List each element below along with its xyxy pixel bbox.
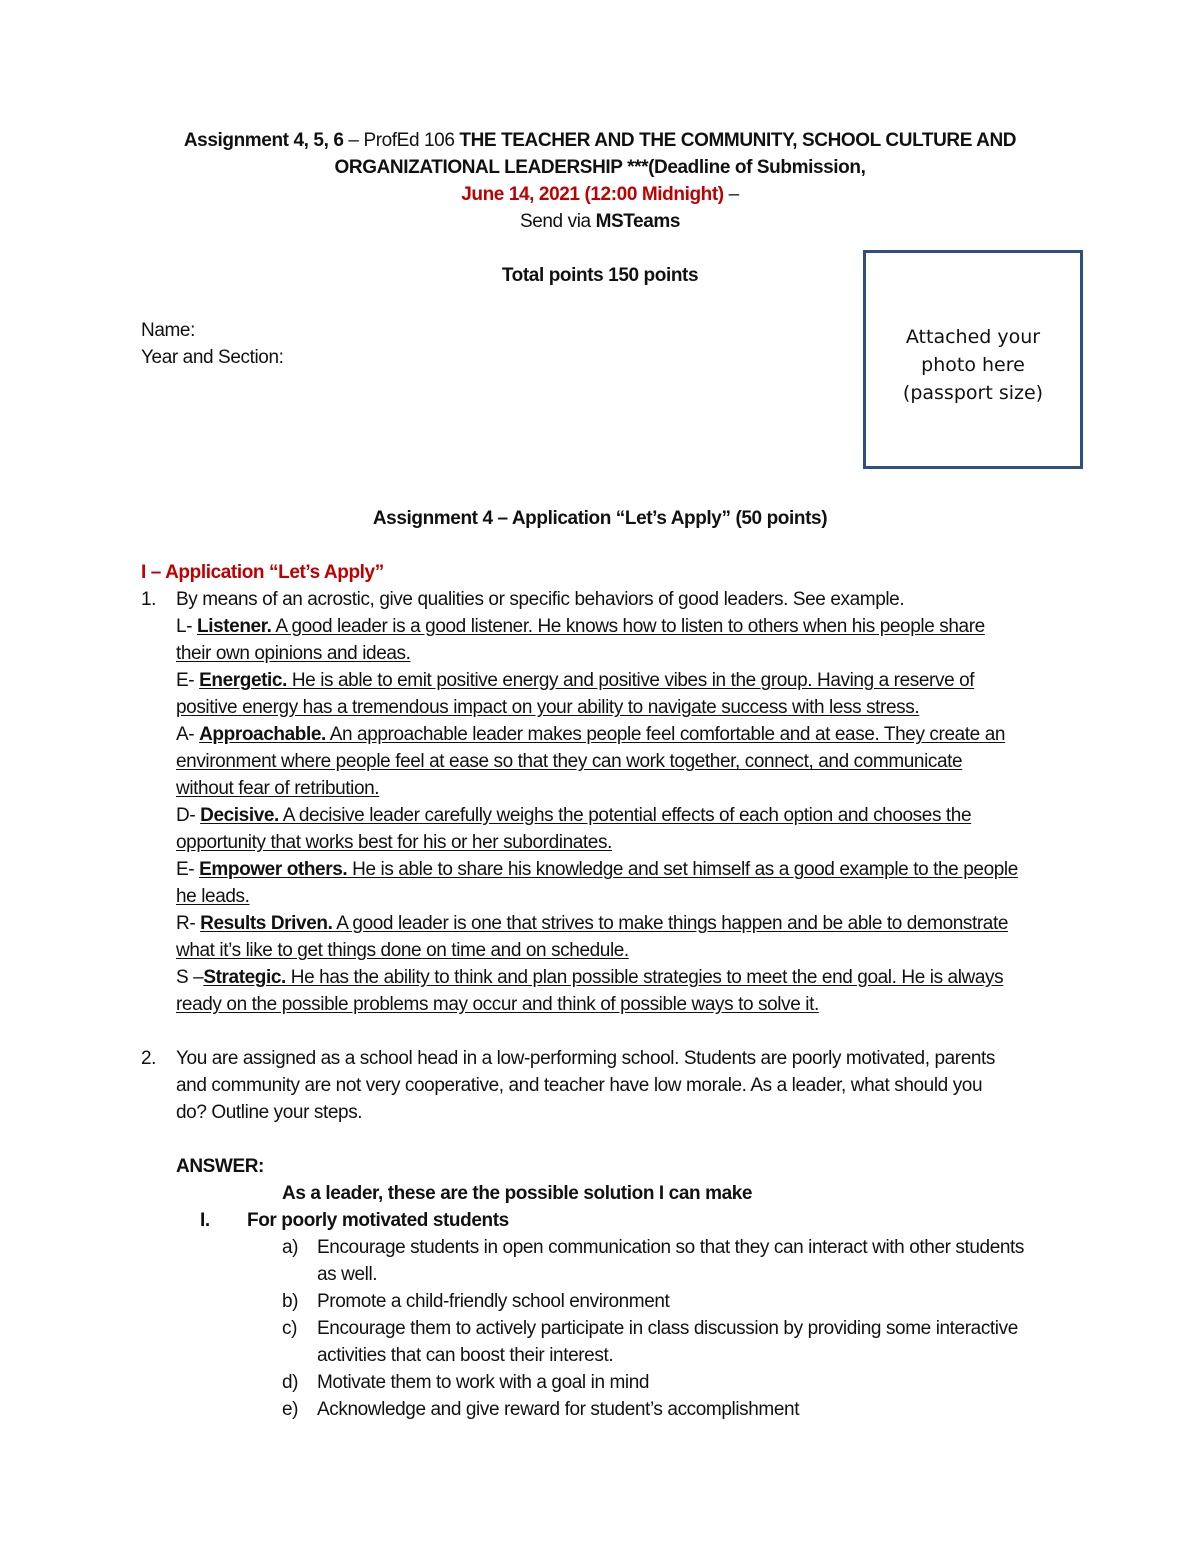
- acrostic-text-continued: he leads.: [176, 886, 250, 907]
- answer-section-number: I.: [200, 1210, 210, 1231]
- acrostic-text: He is able to emit positive energy and positive vibes in the group. Having a reserve of: [286, 670, 975, 691]
- assignment4-title: Assignment 4 – Application “Let’s Apply” (50 points): [372, 508, 828, 529]
- total-points: Total points 150 points: [501, 265, 699, 286]
- q2-text-line: do? Outline your steps.: [176, 1102, 363, 1123]
- photo-placeholder-box: [863, 250, 1083, 469]
- answer-item-text: activities that can boost their interest.: [317, 1345, 614, 1366]
- acrostic-item: [176, 616, 1059, 638]
- q2-text-line: You are assigned as a school head in a low-performing school. Students are poorly motivated, parents: [176, 1048, 996, 1069]
- acrostic-word: Results Driven.: [200, 913, 333, 934]
- answer-section-title: For poorly motivated students: [247, 1210, 509, 1231]
- acrostic-text: He is able to share his knowledge and set himself as a good example to the people: [347, 859, 1018, 880]
- send-line: [0, 211, 1200, 233]
- q2-text-line: and community are not very cooperative, and teacher have low morale. As a leader, what should you: [176, 1075, 983, 1096]
- acrostic-letter: D-: [176, 805, 201, 826]
- answer-item-marker: e): [282, 1399, 299, 1420]
- acrostic-item: [176, 724, 1005, 746]
- answer-intro: As a leader, these are the possible solution I can make: [282, 1183, 753, 1204]
- acrostic-text-continued: their own opinions and ideas.: [176, 643, 411, 664]
- deadline-dash: –: [723, 184, 739, 205]
- send-prefix: Send via: [519, 211, 596, 232]
- acrostic-letter: S –: [176, 967, 204, 988]
- acrostic-letter: L-: [176, 616, 197, 637]
- acrostic-item: [176, 670, 974, 692]
- answer-item-text: as well.: [317, 1264, 378, 1285]
- assignment-range: Assignment 4, 5, 6: [183, 130, 344, 151]
- acrostic-word: Energetic.: [199, 670, 287, 691]
- answer-item-text: Motivate them to work with a goal in mind: [317, 1372, 650, 1393]
- deadline-date: June 14, 2021 (12:00 Midnight): [461, 184, 724, 205]
- acrostic-letter: A-: [176, 724, 200, 745]
- answer-item-text: Promote a child-friendly school environment: [317, 1291, 670, 1312]
- acrostic-text-continued: ready on the possible problems may occur and think of possible ways to solve it.: [176, 994, 819, 1015]
- acrostic-item: [176, 967, 1003, 989]
- acrostic-word: Empower others.: [199, 859, 348, 880]
- answer-item-text: Acknowledge and give reward for student’s accomplishment: [317, 1399, 800, 1420]
- course-code: ProfEd 106: [363, 130, 460, 151]
- acrostic-text-continued: what it’s like to get things done on time and on schedule.: [176, 940, 629, 961]
- acrostic-text-continued: environment where people feel at ease so that they can work together, connect, and communicate: [176, 751, 963, 772]
- acrostic-item: [176, 913, 1008, 935]
- answer-item-text: Encourage students in open communication so that they can interact with other students: [317, 1237, 1025, 1258]
- acrostic-word: Approachable.: [199, 724, 326, 745]
- answer-item-marker: a): [282, 1237, 299, 1258]
- deadline-line: [0, 184, 1200, 206]
- answer-label: ANSWER:: [176, 1156, 264, 1177]
- answer-item-marker: c): [282, 1318, 298, 1339]
- header-dash: –: [343, 130, 364, 151]
- acrostic-text: He has the ability to think and plan possible strategies to meet the end goal. He is always: [285, 967, 1004, 988]
- answer-item-text: Encourage them to actively participate in class discussion by providing some interactive: [317, 1318, 1018, 1339]
- photo-placeholder-text: Attached your photo here (passport size): [902, 326, 1044, 404]
- acrostic-letter: E-: [176, 670, 200, 691]
- acrostic-text: An approachable leader makes people feel comfortable and at ease. They create an: [325, 724, 1006, 745]
- q1-prompt: By means of an acrostic, give qualities or specific behaviors of good leaders. See example.: [176, 589, 905, 610]
- q2-number: 2.: [141, 1048, 157, 1069]
- acrostic-item: [176, 859, 1018, 881]
- acrostic-text-continued: positive energy has a tremendous impact on your ability to navigate success with less stress.: [176, 697, 920, 718]
- course-title-2: ORGANIZATIONAL LEADERSHIP ***(Deadline of Submission,: [334, 157, 866, 178]
- acrostic-item: [176, 805, 971, 827]
- answer-item-marker: b): [282, 1291, 299, 1312]
- section-heading: I – Application “Let’s Apply”: [141, 562, 384, 583]
- acrostic-word: Strategic.: [203, 967, 286, 988]
- acrostic-word: Decisive.: [200, 805, 279, 826]
- acrostic-letter: E-: [176, 859, 200, 880]
- course-title-1: THE TEACHER AND THE COMMUNITY, SCHOOL CULTURE AND: [459, 130, 1017, 151]
- acrostic-text-continued: opportunity that works best for his or her subordinates.: [176, 832, 612, 853]
- send-platform: MSTeams: [595, 211, 681, 232]
- section-label: Year and Section:: [141, 347, 284, 368]
- acrostic-text: A decisive leader carefully weighs the potential effects of each option and chooses the: [278, 805, 972, 826]
- acrostic-text-continued: without fear of retribution.: [176, 778, 380, 799]
- header-line-1: [0, 130, 1200, 152]
- q1-number: 1.: [141, 589, 157, 610]
- acrostic-text: A good leader is a good listener. He knows how to listen to others when his people share: [271, 616, 985, 637]
- name-label: Name:: [141, 320, 195, 341]
- answer-item-marker: d): [282, 1372, 299, 1393]
- acrostic-text: A good leader is one that strives to make things happen and be able to demonstrate: [332, 913, 1009, 934]
- acrostic-letter: R-: [176, 913, 201, 934]
- acrostic-word: Listener.: [196, 616, 272, 637]
